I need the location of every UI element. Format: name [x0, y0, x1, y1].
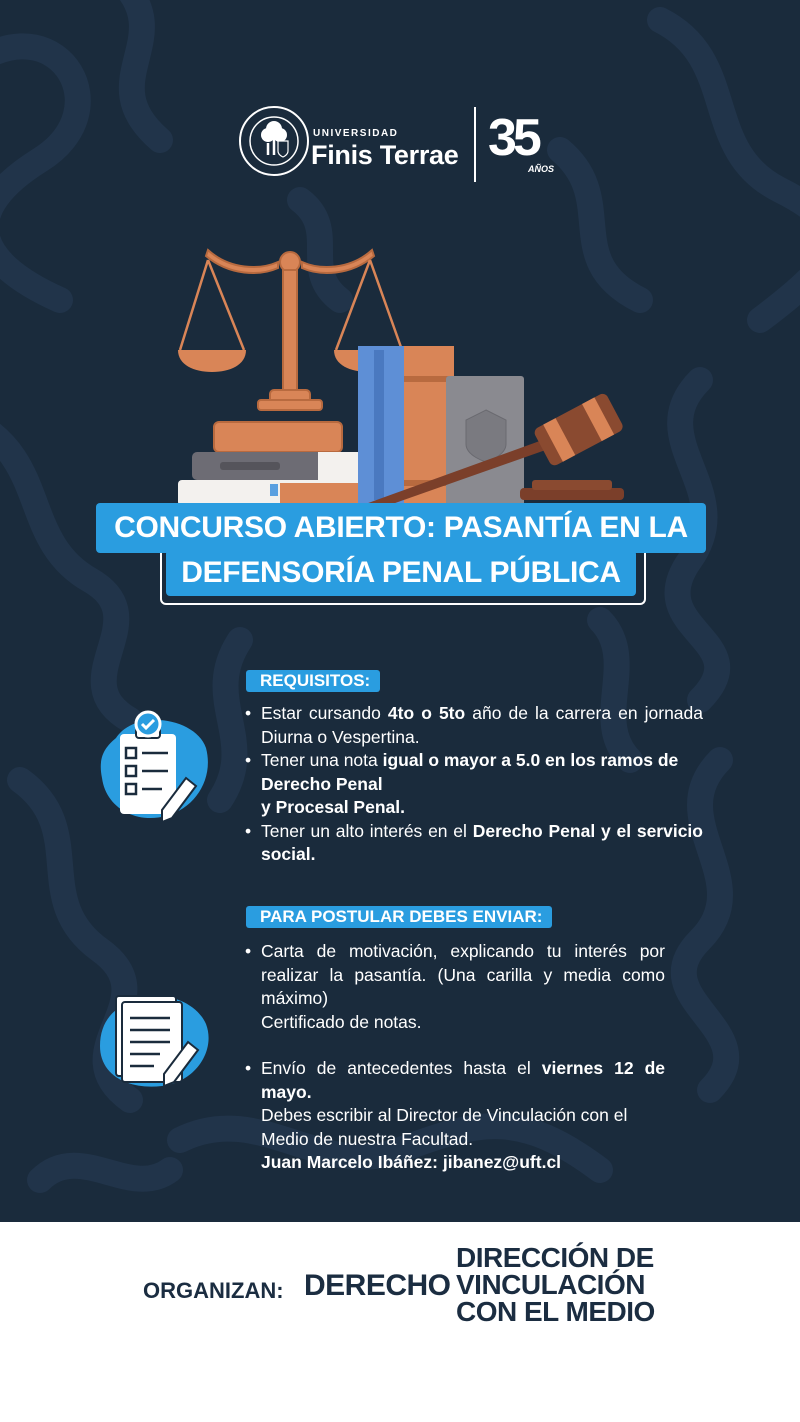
title-banner — [96, 503, 706, 605]
university-header — [0, 100, 800, 190]
anniversary-number: 35 — [488, 109, 538, 167]
organizer-vinculacion-line1: DIRECCIÓN DE — [456, 1242, 654, 1273]
apply-item-instructions: Debes escribir al Director de Vinculación con el Medio de nuestra Facultad. — [261, 1105, 628, 1149]
justice-scale-books-illustration — [170, 240, 640, 510]
university-name: Finis Terrae — [311, 140, 459, 170]
organizer-vinculacion-line2: VINCULACIÓN — [456, 1269, 645, 1300]
apply-item-letter: • Carta de motivación, explicando tu interés por realizar la pasantía. (Una carilla y media como máximo) — [245, 940, 665, 1011]
university-small-label: UNIVERSIDAD — [313, 128, 399, 139]
organizer-vinculacion — [456, 1244, 655, 1325]
checklist-icon — [96, 708, 212, 826]
apply-item-certificate: Certificado de notas. — [261, 1011, 422, 1032]
organizer-vinculacion-line3: CON EL MEDIO — [456, 1296, 655, 1327]
apply-item-deadline: • Envío de antecedentes hasta el viernes 12 de mayo. — [245, 1057, 665, 1104]
organizer-derecho: DERECHO — [304, 1269, 451, 1302]
apply-heading: PARA POSTULAR DEBES ENVIAR: — [246, 906, 552, 928]
header-divider — [474, 107, 476, 182]
title-line-2: DEFENSORÍA PENAL PÚBLICA — [166, 550, 636, 596]
title-line-1: CONCURSO ABIERTO: PASANTÍA EN LA — [96, 503, 706, 553]
requirement-item: • Estar cursando 4to o 5to año de la carrera en jornada Diurna o Vespertina. — [245, 702, 703, 749]
requirement-item-continued: y Procesal Penal. — [261, 797, 405, 817]
organizers-label: ORGANIZAN: — [143, 1278, 284, 1303]
requirement-item: • Tener un alto interés en el Derecho Penal y el servicio social. — [245, 820, 703, 867]
anniversary-word: AÑOS — [528, 164, 555, 174]
university-seal-icon — [238, 105, 310, 177]
apply-list — [245, 940, 665, 1175]
requirements-heading: REQUISITOS: — [246, 670, 380, 692]
documents-icon — [96, 990, 212, 1088]
requirements-list — [245, 702, 703, 867]
anniversary-logo — [488, 108, 568, 178]
requirement-item: • Tener una nota igual o mayor a 5.0 en los ramos de Derecho Penal — [245, 749, 703, 796]
contact-email: Juan Marcelo Ibáñez: jibanez@uft.cl — [261, 1152, 562, 1172]
organizers-footer — [0, 1222, 800, 1422]
